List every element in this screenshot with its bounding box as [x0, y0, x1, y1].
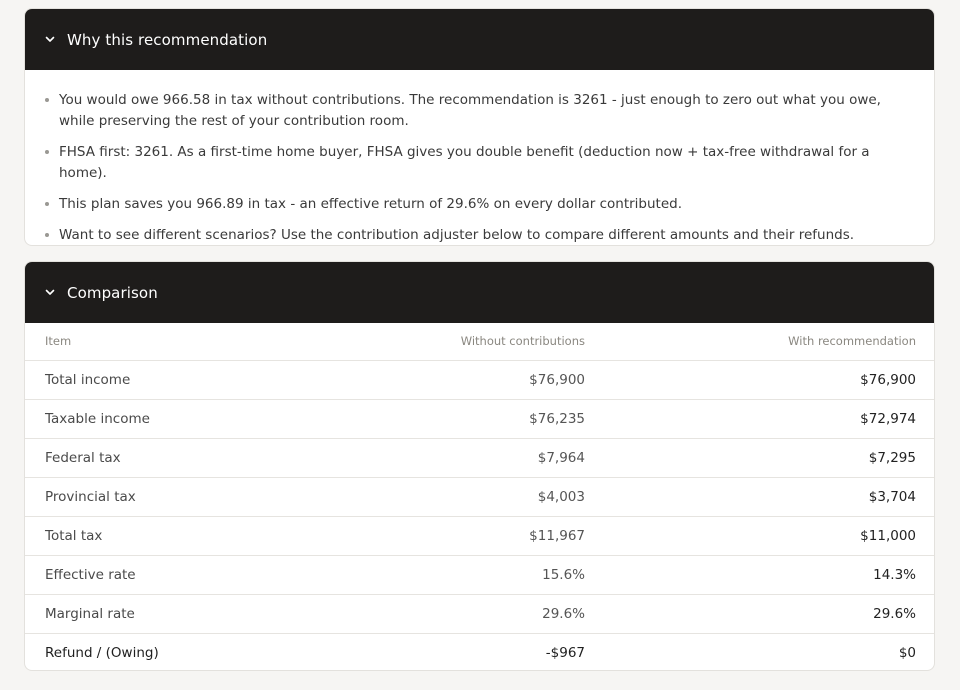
- table-row: [25, 477, 935, 516]
- row-with: $72,974: [605, 399, 935, 438]
- row-item: Provincial tax: [25, 477, 355, 516]
- row-without: $4,003: [355, 477, 605, 516]
- table-row: [25, 594, 935, 633]
- row-with: $11,000: [605, 516, 935, 555]
- list-item: [45, 194, 910, 215]
- bullet-dot-icon: [45, 98, 49, 102]
- bullet-text: Want to see different scenarios? Use the contribution adjuster below to compare different amounts and their refunds.: [59, 227, 855, 243]
- list-item: [45, 90, 910, 132]
- recommendation-title: Why this recommendation: [67, 30, 268, 49]
- column-header-without: Without contributions: [355, 323, 605, 360]
- bullet-dot-icon: [45, 233, 49, 237]
- row-with: 14.3%: [605, 555, 935, 594]
- row-with: $3,704: [605, 477, 935, 516]
- bullet-text: You would owe 966.58 in tax without contributions. The recommendation is 3261 - just enough to zero out what you owe, while preserving the rest of your contribution room.: [59, 92, 881, 129]
- table-row-refund: [25, 633, 935, 671]
- table-row: [25, 360, 935, 399]
- bullet-text: FHSA first: 3261. As a first-time home buyer, FHSA gives you double benefit (deduction now + tax-free withdrawal for a home).: [59, 144, 870, 181]
- comparison-header-toggle[interactable]: [25, 262, 934, 323]
- bullet-dot-icon: [45, 150, 49, 154]
- row-item: Total income: [25, 360, 355, 399]
- column-header-with: With recommendation: [605, 323, 935, 360]
- row-without: -$967: [545, 644, 585, 661]
- list-item: [45, 142, 910, 184]
- table-header-row: [25, 323, 935, 360]
- table-row: [25, 555, 935, 594]
- recommendation-card: [24, 8, 935, 246]
- recommendation-header-toggle[interactable]: [25, 9, 934, 70]
- column-header-item: Item: [25, 323, 355, 360]
- row-item: Refund / (Owing): [45, 644, 159, 661]
- bullet-dot-icon: [45, 202, 49, 206]
- table-row: [25, 399, 935, 438]
- row-item: Total tax: [25, 516, 355, 555]
- bullet-text: This plan saves you 966.89 in tax - an effective return of 29.6% on every dollar contributed.: [59, 196, 683, 212]
- row-item: Federal tax: [25, 438, 355, 477]
- row-without: $76,900: [355, 360, 605, 399]
- row-item: Effective rate: [25, 555, 355, 594]
- row-without: $11,967: [355, 516, 605, 555]
- table-row: [25, 438, 935, 477]
- row-without: $7,964: [355, 438, 605, 477]
- chevron-down-icon: [45, 288, 55, 298]
- row-with: $0: [898, 644, 916, 661]
- row-with: $76,900: [605, 360, 935, 399]
- row-item: Taxable income: [25, 399, 355, 438]
- recommendation-list: [25, 70, 934, 246]
- comparison-card: [24, 261, 935, 671]
- row-without: $76,235: [355, 399, 605, 438]
- table-row: [25, 516, 935, 555]
- row-without: 29.6%: [355, 594, 605, 633]
- chevron-down-icon: [45, 35, 55, 45]
- row-with: $7,295: [605, 438, 935, 477]
- row-item: Marginal rate: [25, 594, 355, 633]
- row-without: 15.6%: [355, 555, 605, 594]
- comparison-table: [25, 323, 935, 671]
- row-with: 29.6%: [605, 594, 935, 633]
- comparison-title: Comparison: [67, 283, 158, 302]
- list-item: [45, 225, 910, 246]
